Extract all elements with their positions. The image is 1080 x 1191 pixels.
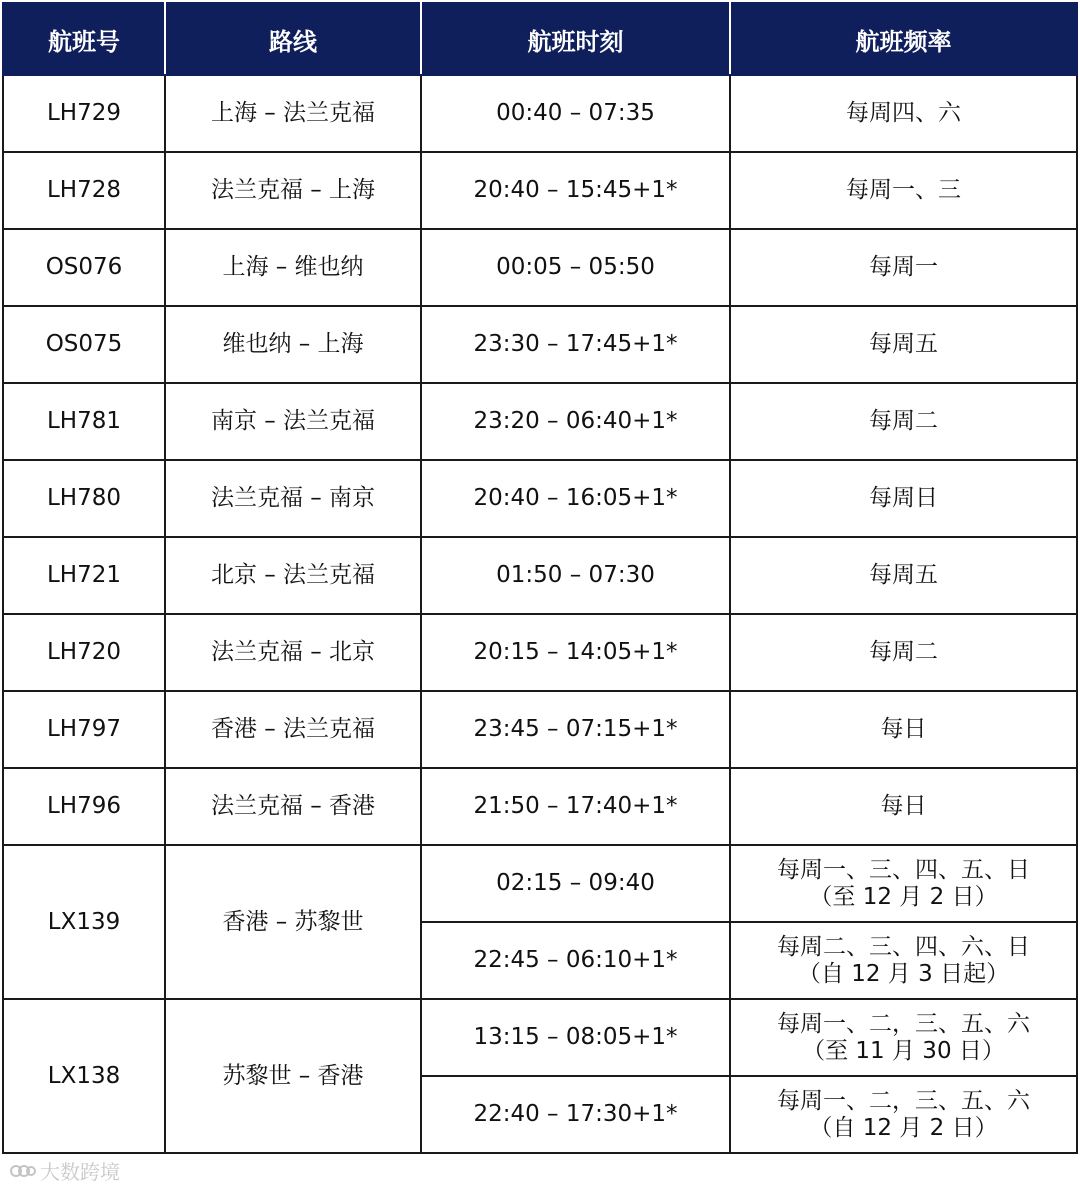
table-row: [3, 229, 1077, 306]
route-cell: 南京 – 法兰克福: [165, 383, 421, 460]
header-flight-number: 航班号: [3, 3, 165, 75]
watermark-logo-icon: [10, 1162, 36, 1180]
route-cell: 苏黎世 – 香港: [165, 999, 421, 1153]
flight-time-cell: 01:50 – 07:30: [421, 537, 730, 614]
flight-time-cell: 23:30 – 17:45+1*: [421, 306, 730, 383]
header-route: 路线: [165, 3, 421, 75]
frequency-cell: [730, 999, 1077, 1076]
frequency-cell: 每周日: [730, 460, 1077, 537]
frequency-days: 每周一、二，三、五、六: [777, 1088, 1030, 1115]
flight-time-cell: 00:05 – 05:50: [421, 229, 730, 306]
flight-number-cell: LH729: [3, 75, 165, 152]
flight-number-cell: LH721: [3, 537, 165, 614]
frequency-days: 每周一、二，三、五、六: [777, 1011, 1030, 1038]
table-row: [3, 383, 1077, 460]
frequency-cell: 每周一: [730, 229, 1077, 306]
frequency-days: 每周二、三、四、六、日: [777, 934, 1030, 961]
route-cell: 法兰克福 – 南京: [165, 460, 421, 537]
table-row: [3, 768, 1077, 845]
flight-time-cell: 21:50 – 17:40+1*: [421, 768, 730, 845]
frequency-cell: [730, 845, 1077, 922]
frequency-cell: [730, 922, 1077, 999]
frequency-note: （自 12 月 2 日）: [809, 1114, 998, 1141]
flight-number-cell: LH728: [3, 152, 165, 229]
frequency-cell: 每周二: [730, 383, 1077, 460]
flight-number-cell: LX139: [3, 845, 165, 999]
frequency-note: （至 11 月 30 日）: [802, 1037, 1005, 1064]
table-row: [3, 152, 1077, 229]
flight-time-cell: 20:15 – 14:05+1*: [421, 614, 730, 691]
route-cell: 香港 – 苏黎世: [165, 845, 421, 999]
frequency-cell: [730, 1076, 1077, 1153]
table-row: [3, 999, 1077, 1076]
table-row: [3, 614, 1077, 691]
flight-time-cell: 02:15 – 09:40: [421, 845, 730, 922]
route-cell: 北京 – 法兰克福: [165, 537, 421, 614]
flight-time-cell: 23:20 – 06:40+1*: [421, 383, 730, 460]
flight-number-cell: LX138: [3, 999, 165, 1153]
flight-number-cell: OS075: [3, 306, 165, 383]
frequency-cell: 每周五: [730, 537, 1077, 614]
route-cell: 维也纳 – 上海: [165, 306, 421, 383]
flight-number-cell: LH780: [3, 460, 165, 537]
table-row: [3, 845, 1077, 922]
frequency-cell: 每日: [730, 768, 1077, 845]
flight-number-cell: LH796: [3, 768, 165, 845]
frequency-cell: 每日: [730, 691, 1077, 768]
watermark-text: 大数跨境: [40, 1160, 120, 1184]
frequency-cell: 每周二: [730, 614, 1077, 691]
watermark: [10, 1156, 120, 1185]
table-header-row: [3, 3, 1077, 75]
flight-number-cell: LH720: [3, 614, 165, 691]
table-row: [3, 460, 1077, 537]
flight-number-cell: LH781: [3, 383, 165, 460]
flight-time-cell: 20:40 – 16:05+1*: [421, 460, 730, 537]
route-cell: 上海 – 法兰克福: [165, 75, 421, 152]
frequency-cell: 每周四、六: [730, 75, 1077, 152]
flight-time-cell: 00:40 – 07:35: [421, 75, 730, 152]
table-row: [3, 537, 1077, 614]
frequency-note: （至 12 月 2 日）: [809, 883, 998, 910]
route-cell: 法兰克福 – 上海: [165, 152, 421, 229]
flight-time-cell: 23:45 – 07:15+1*: [421, 691, 730, 768]
flight-time-cell: 13:15 – 08:05+1*: [421, 999, 730, 1076]
table-row: [3, 306, 1077, 383]
flight-number-cell: OS076: [3, 229, 165, 306]
route-cell: 法兰克福 – 香港: [165, 768, 421, 845]
frequency-note: （自 12 月 3 日起）: [797, 960, 1010, 987]
flight-schedule-table: [2, 2, 1078, 1154]
frequency-days: 每周一、三、四、五、日: [777, 857, 1030, 884]
flight-time-cell: 22:45 – 06:10+1*: [421, 922, 730, 999]
flight-time-cell: 22:40 – 17:30+1*: [421, 1076, 730, 1153]
route-cell: 香港 – 法兰克福: [165, 691, 421, 768]
route-cell: 法兰克福 – 北京: [165, 614, 421, 691]
header-flight-frequency: 航班频率: [730, 3, 1077, 75]
route-cell: 上海 – 维也纳: [165, 229, 421, 306]
table-row: [3, 75, 1077, 152]
header-flight-time: 航班时刻: [421, 3, 730, 75]
table-row: [3, 691, 1077, 768]
flight-time-cell: 20:40 – 15:45+1*: [421, 152, 730, 229]
frequency-cell: 每周五: [730, 306, 1077, 383]
frequency-cell: 每周一、三: [730, 152, 1077, 229]
flight-number-cell: LH797: [3, 691, 165, 768]
